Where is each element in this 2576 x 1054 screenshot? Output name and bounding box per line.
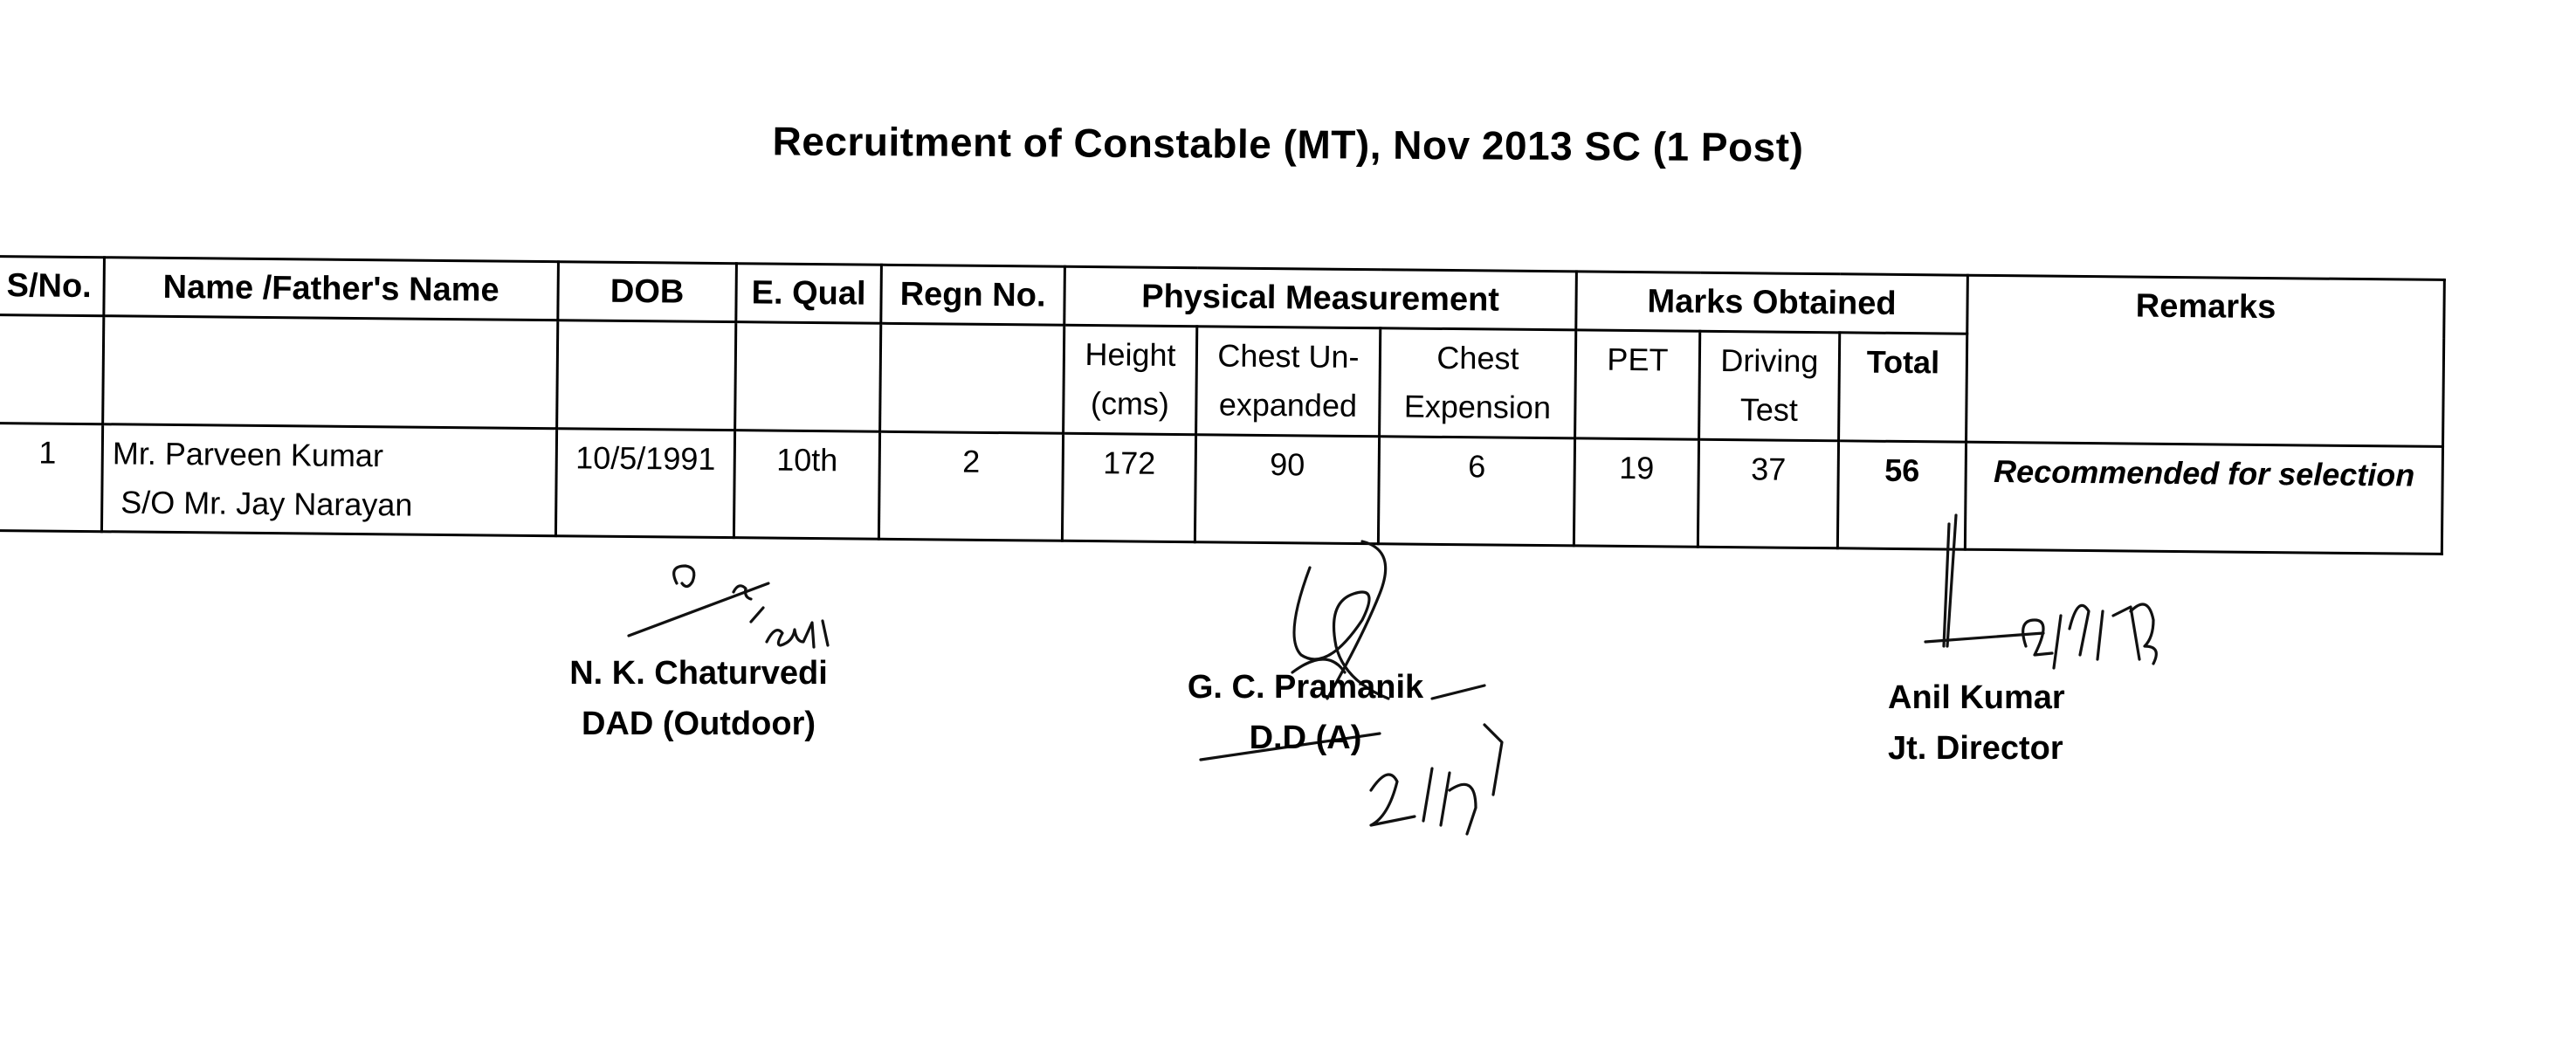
header-equal: E. Qual	[736, 264, 882, 324]
header-chest-expansion: Chest Expension	[1380, 328, 1576, 438]
header-regn: Regn No.	[881, 265, 1065, 325]
header-dob: DOB	[558, 262, 737, 322]
header-total: Total	[1839, 333, 1967, 442]
header-name: Name /Father's Name	[104, 258, 559, 320]
signatory-1-designation: DAD (Outdoor)	[581, 706, 816, 742]
header-physical: Physical Measurement	[1064, 266, 1577, 330]
header-remarks: Remarks	[1966, 275, 2445, 446]
signatory-1	[559, 648, 838, 749]
cell-driving: 37	[1698, 439, 1838, 548]
signature-anil-kumar	[1925, 515, 2156, 668]
cell-pet: 19	[1574, 438, 1698, 547]
document-title: Recruitment of Constable (MT), Nov 2013 SC (1 Post)	[772, 118, 1804, 170]
signatory-2-designation: D.D (A)	[1249, 720, 1362, 756]
cell-height: 172	[1062, 433, 1195, 541]
cell-sno: 1	[0, 424, 103, 532]
cell-dob: 10/5/1991	[555, 429, 734, 538]
signatory-1-name: N. K. Chaturvedi	[569, 655, 828, 692]
cell-regn: 2	[878, 431, 1063, 541]
header-height: Height (cms)	[1064, 325, 1197, 434]
header-marks: Marks Obtained	[1576, 272, 1968, 334]
header-pet: PET	[1575, 330, 1700, 439]
signatory-3-designation: Jt. Director	[1888, 730, 2063, 767]
header-chest-unexpanded: Chest Un-expanded	[1196, 327, 1381, 437]
signatory-2	[1166, 662, 1445, 763]
cell-chest-unexpanded: 90	[1195, 435, 1379, 544]
header-driving-test: Driving Test	[1699, 331, 1840, 441]
signatory-2-name: G. C. Pramanik	[1187, 669, 1424, 706]
father-name: S/O Mr. Jay Narayan	[121, 484, 413, 523]
header-sno: S/No.	[0, 257, 104, 316]
cell-equal: 10th	[734, 431, 879, 540]
signature-chaturvedi	[629, 566, 828, 647]
cell-total: 56	[1837, 441, 1966, 549]
cell-chest-expansion: 6	[1378, 437, 1574, 546]
signatory-3-name: Anil Kumar	[1888, 679, 2065, 716]
cell-remarks: Recommended for selection	[1965, 442, 2442, 554]
candidate-name: Mr. Parveen Kumar	[112, 435, 384, 474]
signatory-3	[1888, 672, 2089, 774]
